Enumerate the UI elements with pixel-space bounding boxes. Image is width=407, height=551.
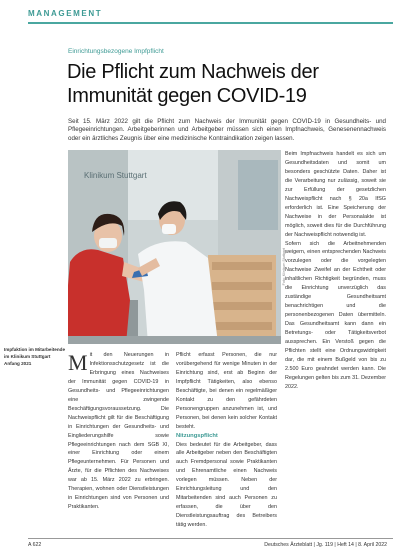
body-column-2 (176, 351, 277, 530)
body-paragraph: Beim Impfnachweis handelt es sich um Gesundheitsdaten und somit um besonders geschützte Daten. Daher ist die Verarbeitung nur zulässig, soweit sie zur Erfüllung der gesetzlichen Nachweispflicht nach § 20a IfSG erforderlich ist. Eine Speicherung der Nachweise in der Personalakte ist möglich, soweit dies für die Durchführung der Nachweispflicht notwendig ist. (285, 151, 386, 238)
body-column-1 (68, 351, 169, 512)
headline-line-1: Die Pflicht zum Nachweis der (67, 61, 319, 83)
photo-caption: Impfaktion im Mitarbeitende im Klinikum Stuttgart Anfang 2021 (4, 347, 66, 366)
article-headline (67, 60, 367, 108)
body-paragraph: it den Neuerungen in Infektionsschutzgesetz ist die Erbringung eines Nachweises der Immunität gegen COVID-19 in Gesundheits- und Pflegeeinrichtungen eine zwingende Beschäftigungsvoraussetzung. Die Nachweispflicht gilt für die Beschäftigung in Einrichtungen der Gesundheits- und Eingliederungshilfe sowie Pflegeeinrichtungen nach dem SGB XI, einer Einrichtung oder einem Pflegeunternehmen. Für Personen und Ärzte, für die Pflichten des Nachweises war ab 15. März 2022 zu erbringen. Therapien, wohnen oder Dienstleistungen in Einrichtungen sind von Personen und Praktikanten. (68, 352, 169, 511)
journal-reference: Deutsches Ärzteblatt | Jg. 119 | Heft 14 | 8. April 2022 (264, 542, 387, 548)
clinic-sign-text: Klinikum Stuttgart (84, 171, 147, 180)
page-number: A 622 (28, 542, 42, 548)
article-photo (68, 150, 281, 344)
body-paragraph: Dies bedeutet für die Arbeitgeber, dass alle Arbeitgeber neben den Beschäftigten auch Fremdpersonal sowie Praktikanten und Ehrenamtliche einen Nachweis vorlegen müssen. Neben der Einrichtungsleitung und den Mitarbeitenden sind auch Personen zu erfassen, die über den Dienstleistungsauftrag des Betreibers tätig werden. (176, 441, 277, 529)
article-kicker: Einrichtungsbezogene Impfpflicht (68, 48, 164, 55)
headline-line-2: Immunität gegen COVID-19 (67, 85, 307, 107)
body-paragraph: Sofern sich die Arbeitnehmenden weigern, einen entsprechenden Nachweis vorzulegen oder die vorgelegten Nachweise Zweifel an der Echtheit oder inhaltlichen Richtigkeit begründen, muss die Einrichtung unverzüglich das zuständige Gesundheitsamt benachrichtigen und die personenbezogenen Daten übermitteln. Das Gesundheitsamt kann dann ein Betretungs- oder Tätigkeitsverbot aussprechen. Ein Verstoß gegen die Pflichten stellt eine Ordnungswidrigkeit dar, die mit einem Bußgeld von bis zu 2.500 Euro geahndet werden kann. Die Regelungen gelten bis zum 31. Dezember 2022. (285, 240, 386, 390)
vaccination-photo (68, 150, 281, 344)
body-column-3 (285, 150, 386, 392)
body-paragraph: Pflicht erfasst Personen, die nur vorübergehend für wenige Minuten in der Einrichtung sind, erst ab Beginn der Impfpflicht Tätigkeiten, also ebenso Beschäftigte, bei denen ein regelmäßiger Kontakt zu den gefährdeten Personengruppen anzunehmen ist, und Personen, bei denen kein solcher Kontakt besteht. (176, 352, 277, 430)
drop-cap: M (68, 350, 88, 375)
photo-credit: Foto: Klinikum Stuttgart (282, 248, 286, 286)
section-rule (28, 22, 393, 24)
article-lead: Seit 15. März 2022 gilt die Pflicht zum Nachweis der Immunität gegen COVID-19 in Gesundheits- und Pflegeeinrichtungen. Arbeitgeberinnen und Arbeitgeber müssen sich einen Impfnachweis, Genesenennachweis oder ein ärztliches Zeugnis über eine medizinische Kontraindikation zeigen lassen. (68, 118, 386, 142)
subheading: Nitzungspflicht (176, 432, 218, 439)
section-header (28, 6, 393, 26)
section-label: MANAGEMENT (28, 9, 103, 18)
footer-rule (28, 538, 393, 539)
